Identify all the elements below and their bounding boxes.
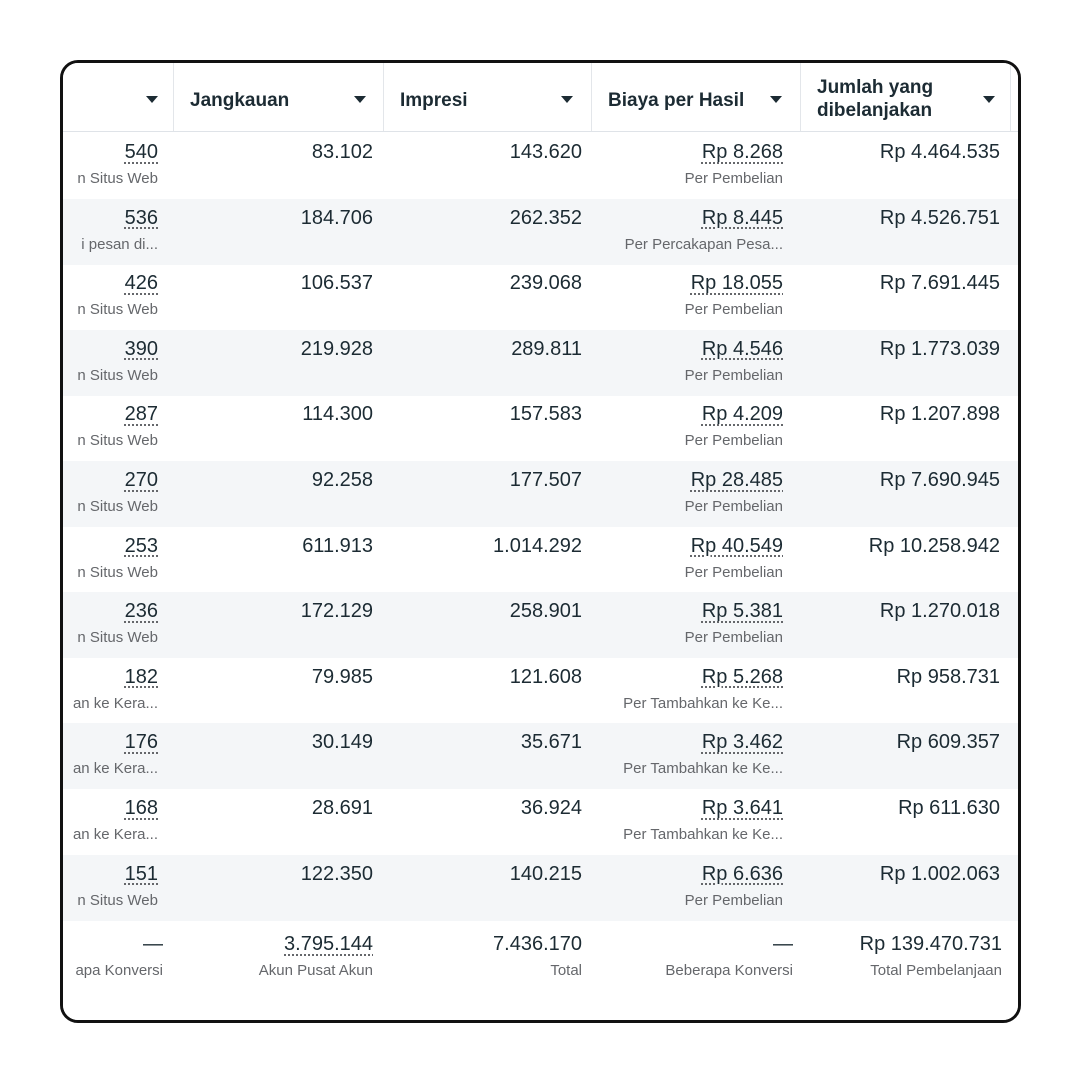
impressions-value: 262.352 (509, 206, 582, 229)
amount-spent-value: Rp 4.526.751 (879, 206, 1000, 229)
header-label-line-2: dibelanjakan (817, 100, 933, 121)
cost-per-result-type: Per Tambahkan ke Ke... (623, 760, 783, 778)
impressions-value: 1.014.292 (493, 534, 582, 557)
result-type: n Situs Web (77, 301, 158, 319)
impressions-value: 140.215 (509, 862, 582, 885)
reach-value: 30.149 (311, 731, 373, 754)
result-type: an ke Kera... (72, 760, 158, 778)
impressions-value: 258.901 (509, 600, 582, 623)
ads-table-frame (60, 60, 1021, 1023)
cost-per-result-type: Per Tambahkan ke Ke... (623, 694, 783, 712)
amount-spent-value: Rp 958.731 (896, 665, 1000, 688)
impressions-value: 143.620 (509, 141, 582, 163)
total-impressions: 7.436.170 (493, 933, 582, 955)
table-row (63, 199, 1018, 265)
table-row (63, 461, 1018, 527)
reach-value: 79.985 (311, 665, 373, 688)
total-reach[interactable]: 3.795.144 (284, 933, 373, 955)
total-results: — (143, 933, 163, 955)
result-type: n Situs Web (77, 891, 158, 909)
result-type: an ke Kera... (72, 694, 158, 712)
amount-spent-value: Rp 611.630 (898, 797, 1000, 819)
result-type: n Situs Web (77, 498, 158, 515)
results-value[interactable]: 182 (124, 665, 158, 688)
impressions-value: 35.671 (520, 731, 582, 754)
results-value[interactable]: 151 (124, 862, 158, 885)
table-row (63, 658, 1018, 724)
reach-value: 92.258 (311, 469, 373, 491)
header-label: Impresi (400, 90, 468, 111)
sort-caret-icon[interactable] (146, 96, 158, 103)
result-type: n Situs Web (77, 563, 158, 581)
amount-spent-value: Rp 1.773.039 (879, 337, 1000, 360)
result-type: n Situs Web (77, 170, 158, 187)
amount-spent-value: Rp 7.691.445 (879, 272, 1000, 295)
header-impressions[interactable] (384, 63, 592, 131)
reach-value: 114.300 (302, 403, 373, 426)
total-spent: Rp 139.470.731 (859, 933, 1002, 955)
table-row (63, 133, 1018, 199)
cost-per-result-value[interactable]: Rp 8.268 (701, 141, 783, 163)
header-cost-per-result[interactable] (592, 63, 801, 131)
reach-value: 172.129 (300, 600, 373, 623)
totals-row (63, 921, 1018, 1020)
reach-value: 83.102 (311, 141, 373, 163)
cost-per-result-type: Per Pembelian (684, 301, 783, 319)
impressions-value: 239.068 (509, 272, 582, 295)
table-row (63, 789, 1018, 855)
amount-spent-value: Rp 1.002.063 (879, 862, 1000, 885)
cost-per-result-type: Per Tambahkan ke Ke... (623, 826, 783, 843)
table-row (63, 395, 1018, 461)
results-value[interactable]: 253 (124, 534, 158, 557)
sort-caret-icon[interactable] (983, 96, 995, 103)
result-type: an ke Kera... (72, 826, 158, 843)
results-value[interactable]: 176 (124, 731, 158, 754)
results-value[interactable]: 168 (124, 797, 158, 819)
table-row (63, 264, 1018, 330)
cost-per-result-type: Per Pembelian (684, 432, 783, 450)
sort-caret-icon[interactable] (561, 96, 573, 103)
reach-value: 122.350 (300, 862, 373, 885)
cost-per-result-value[interactable]: Rp 8.445 (701, 206, 783, 229)
reach-value: 106.537 (300, 272, 373, 295)
header-label-line-1: Jumlah yang (817, 77, 934, 98)
table-row (63, 330, 1018, 396)
result-type: i pesan di... (81, 235, 158, 253)
amount-spent-value: Rp 1.270.018 (879, 600, 1000, 623)
result-type: n Situs Web (77, 629, 158, 647)
reach-value: 28.691 (311, 797, 373, 819)
reach-value: 219.928 (300, 337, 373, 360)
table-header (63, 63, 1018, 132)
total-results-label: apa Konversi (75, 962, 163, 979)
results-value[interactable]: 390 (124, 337, 158, 360)
result-type: n Situs Web (77, 432, 158, 450)
total-reach-label: Akun Pusat Akun (258, 962, 373, 979)
results-value[interactable]: 270 (124, 469, 158, 491)
amount-spent-value: Rp 4.464.535 (879, 141, 1000, 163)
amount-spent-value: Rp 1.207.898 (879, 403, 1000, 426)
ads-table (63, 63, 1018, 1020)
impressions-value: 289.811 (511, 337, 582, 360)
cost-per-result-type: Per Percakapan Pesa... (624, 235, 783, 253)
cost-per-result-type: Per Pembelian (684, 629, 783, 647)
cost-per-result-type: Per Pembelian (684, 891, 783, 909)
cost-per-result-value[interactable]: Rp 4.546 (701, 337, 783, 360)
impressions-value: 121.608 (509, 665, 582, 688)
impressions-value: 157.583 (509, 403, 582, 426)
cost-per-result-value[interactable]: Rp 6.636 (701, 862, 783, 885)
amount-spent-value: Rp 10.258.942 (868, 534, 1000, 557)
results-value[interactable]: 426 (124, 272, 158, 295)
header-amount-spent[interactable] (801, 63, 1011, 131)
header-label: Jangkauan (190, 90, 290, 111)
header-reach[interactable] (174, 63, 384, 131)
table-row (63, 723, 1018, 789)
cost-per-result-type: Per Pembelian (684, 498, 783, 515)
header-results[interactable] (63, 63, 174, 131)
cost-per-result-type: Per Pembelian (684, 366, 783, 384)
cost-per-result-value[interactable]: Rp 3.641 (701, 797, 783, 819)
cost-per-result-value[interactable]: Rp 5.268 (701, 665, 783, 688)
table-row (63, 855, 1018, 921)
total-cost-label: Beberapa Konversi (665, 962, 793, 979)
results-value[interactable]: 236 (124, 600, 158, 623)
sort-caret-icon[interactable] (354, 96, 366, 103)
cost-per-result-value[interactable]: Rp 40.549 (690, 534, 783, 557)
cost-per-result-value[interactable]: Rp 28.485 (690, 469, 783, 491)
table-row (63, 527, 1018, 593)
sort-caret-icon[interactable] (770, 96, 782, 103)
cost-per-result-value[interactable]: Rp 3.462 (701, 731, 783, 754)
results-value[interactable]: 287 (124, 403, 158, 426)
reach-value: 184.706 (300, 206, 373, 229)
amount-spent-value: Rp 7.690.945 (879, 469, 1000, 491)
total-impressions-label: Total (550, 962, 582, 979)
results-value[interactable]: 540 (124, 141, 158, 163)
cost-per-result-value[interactable]: Rp 5.381 (701, 600, 783, 623)
cost-per-result-value[interactable]: Rp 4.209 (701, 403, 783, 426)
results-value[interactable]: 536 (124, 206, 158, 229)
result-type: n Situs Web (77, 366, 158, 384)
cost-per-result-type: Per Pembelian (684, 563, 783, 581)
reach-value: 611.913 (302, 534, 373, 557)
impressions-value: 177.507 (509, 469, 582, 491)
amount-spent-value: Rp 609.357 (896, 731, 1000, 754)
total-spent-label: Total Pembelanjaan (870, 962, 1002, 979)
impressions-value: 36.924 (520, 797, 582, 819)
cost-per-result-type: Per Pembelian (684, 170, 783, 187)
table-row (63, 592, 1018, 658)
cost-per-result-value[interactable]: Rp 18.055 (690, 272, 783, 295)
header-label: Biaya per Hasil (608, 90, 745, 111)
total-cost: — (773, 933, 793, 955)
